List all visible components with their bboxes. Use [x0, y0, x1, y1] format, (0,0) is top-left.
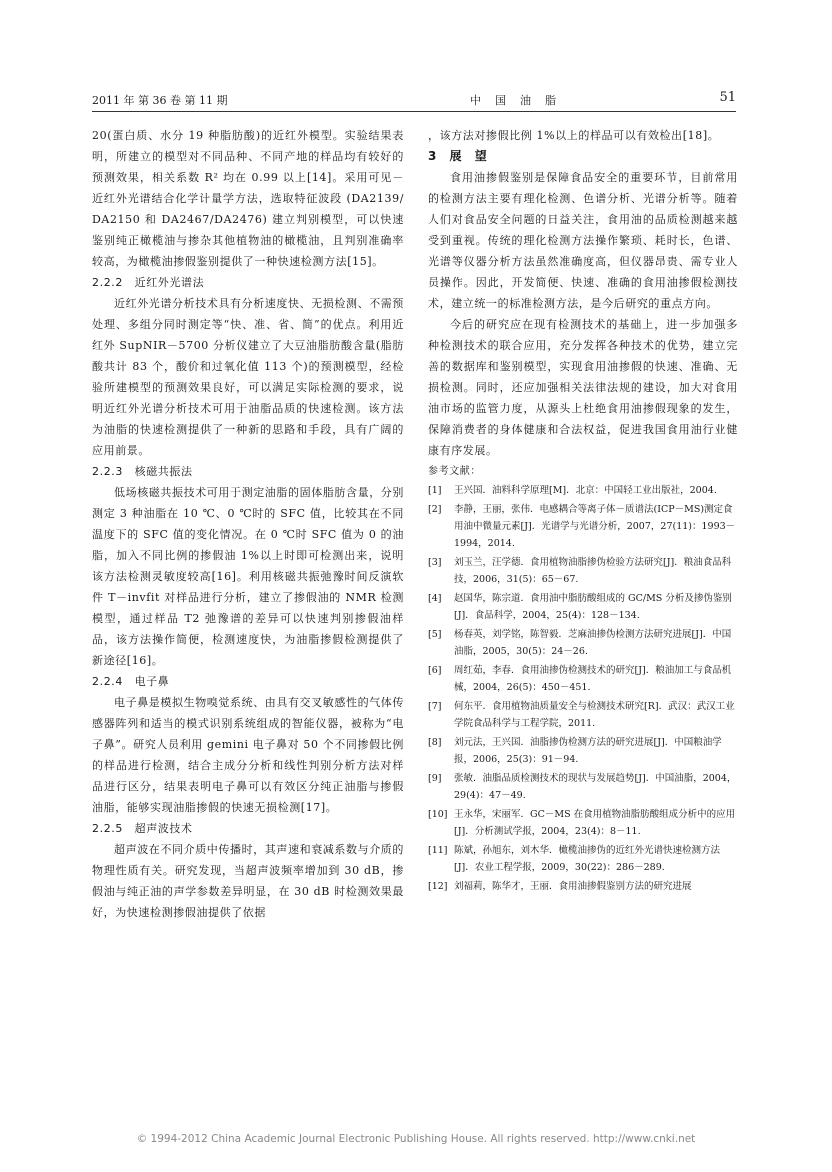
reference-item — [428, 501, 738, 552]
section-heading: 3 展 望 — [428, 149, 488, 163]
right-column-body — [428, 125, 738, 461]
reference-item — [428, 698, 738, 732]
reference-item — [428, 806, 738, 840]
paragraph: 低场核磁共振技术可用于测定油脂的固体脂肪含量，分别测定 3 种油脂在 10 ℃、0 ℃时的 SFC 值，比较其在不同温度下的 SFC 值的变化情况。在 0 ℃时 SFC 值为 0 的油脂，加入不同比例的掺假油 1%以上时即可检测出来，说明该方法检测灵敏度较高[16]。利用核磁共振弛豫时间反演软件 T－invfit 对样品进行分析，建立了掺假油的 NMR 检测模型，通过样品 T2 弛豫谱的差异可以快速判别掺假油样品，该方法操作简便，检测速度快，为油脂掺假检测提供了新途径[16]。 — [92, 486, 404, 667]
reference-item — [428, 626, 738, 660]
reference-number: [10] — [428, 809, 448, 820]
section-heading: 2.2.3 核磁共振法 — [92, 465, 193, 478]
header-rule — [92, 111, 736, 112]
reference-item — [428, 878, 738, 895]
reference-number: [5] — [428, 629, 442, 640]
reference-number: [3] — [428, 557, 442, 568]
references — [428, 461, 738, 895]
section-heading: 2.2.2 近红外光谱法 — [92, 276, 205, 289]
reference-item — [428, 590, 738, 624]
reference-number: [1] — [428, 485, 442, 496]
paragraph: 20(蛋白质、水分 19 种脂肪酸)的近红外模型。实验结果表明，所建立的模型对不同品种、不同产地的样品均有较好的预测效果，相关系数 R² 均在 0.99 以上[14]。采用可见－近红外光谱结合化学计量学方法，选取特征波段 (DA2139/DA2150 和 DA2467/DA2476) 建立判别模型，可以快速鉴别纯正橄榄油与掺杂其他植物油的橄榄油，且判别准确率较高，为橄榄油掺假鉴别提供了一种快速检测方法[15]。 — [92, 129, 404, 268]
reference-item — [428, 554, 738, 588]
reference-item — [428, 770, 738, 804]
reference-item — [428, 734, 738, 768]
paragraph: 超声波在不同介质中传播时，其声速和衰减系数与介质的物理性质有关。研究发现，当超声波频率增加到 30 dB，掺假油与纯正油的声学参数差异明显，在 30 dB 时检测效果最好，为快速检测掺假油提供了依据 — [92, 843, 404, 919]
reference-text: 刘福莉，陈华才，王丽．食用油掺假鉴别方法的研究进展 — [454, 881, 692, 892]
reference-text: 周红茹，李春．食用油掺伪检测技术的研究[J]．粮油加工与食品机械，2004，26(5)：450－451. — [454, 665, 732, 693]
section-heading: 2.2.4 电子鼻 — [92, 675, 170, 688]
reference-item — [428, 482, 738, 499]
reference-number: [2] — [428, 504, 442, 515]
reference-number: [8] — [428, 737, 442, 748]
reference-text: 陈斌，孙旭东，刘木华．橄榄油掺伪的近红外光谱快速检测方法[J]．农业工程学报，2009，30(22)：286－289. — [454, 845, 721, 873]
reference-number: [6] — [428, 665, 442, 676]
reference-text: 杨春英，刘学铭，陈智毅．芝麻油掺伪检测方法研究进展[J]．中国油脂，2005，30(5)：24－26. — [454, 629, 732, 657]
reference-item — [428, 842, 738, 876]
paragraph: 今后的研究应在现有检测技术的基础上，进一步加强多种检测技术的联合应用，充分发挥各种技术的优势，建立完善的数据库和鉴别模型，实现食用油掺假的快速、准确、无损检测。同时，还应加强相关法律法规的建设，加大对食用油市场的监管力度，从源头上杜绝食用油掺假现象的发生，保障消费者的身体健康和合法权益，促进我国食用油行业健康有序发展。 — [428, 318, 738, 457]
section-heading: 2.2.5 超声波技术 — [92, 822, 193, 835]
reference-number: [11] — [428, 845, 448, 856]
journal-name: 中国油脂 — [470, 94, 570, 107]
paragraph: 近红外光谱分析技术具有分析速度快、无损检测、不需预处理、多组分同时测定等“快、准、省、简”的优点。利用近红外 SupNIR－5700 分析仪建立了大豆油脂肪酸含量(脂肪酸共计 83 个，酸价和过氧化值 113 个)的预测模型，经检验所建模型的预测效果良好，可以满足实际检测的要求，说明近红外光谱分析技术可用于油脂品质的快速检测。该方法为油脂的快速检测提供了一种新的思路和手段，具有广阔的应用前景。 — [92, 297, 404, 457]
reference-number: [12] — [428, 881, 448, 892]
reference-text: 刘玉兰，汪学德．食用植物油脂掺伪检验方法研究[J]．粮油食品科技，2006，31(5)：65－67. — [454, 557, 732, 585]
reference-number: [7] — [428, 701, 442, 712]
copyright-footer: © 1994-2012 China Academic Journal Electronic Publishing House. All rights reserved. http://www.cnki.net — [136, 1133, 696, 1145]
paragraph: 电子鼻是模拟生物嗅觉系统、由具有交叉敏感性的气体传感器阵列和适当的模式识别系统组成的智能仪器，被称为“电子鼻”。研究人员利用 gemini 电子鼻对 50 个不同掺假比例的样品进行检测，结合主成分分析和线性判别分析方法对样品进行区分，结果表明电子鼻可以有效区分纯正油脂与掺假油脂，能够实现油脂掺假的快速无损检测[17]。 — [92, 696, 404, 814]
page-number: 51 — [719, 90, 736, 105]
reference-list — [428, 482, 738, 895]
paragraph: 食用油掺假鉴别是保障食品安全的重要环节，目前常用的检测方法主要有理化检测、色谱分析、光谱分析等。随着人们对食品安全问题的日益关注，食用油的品质检测越来越受到重视。传统的理化检测方法操作繁琐、耗时长，色谱、光谱等仪器分析方法虽然准确度高，但仪器昂贵、需专业人员操作。因此，开发简便、快速、准确的食用油掺假检测技术，建立统一的标准检测方法，是今后研究的重点方向。 — [428, 171, 738, 310]
reference-item — [428, 662, 738, 696]
journal-issue: 2011 年 第 36 卷 第 11 期 — [92, 94, 228, 107]
reference-text: 刘元法，王兴国．油脂掺伪检测方法的研究进展[J]．中国粮油学报，2006，25(3)：91－94. — [454, 737, 722, 765]
right-column — [428, 125, 738, 897]
reference-text: 王兴国．油料科学原理[M]．北京：中国轻工业出版社，2004. — [454, 485, 717, 496]
paragraph: ，该方法对掺假比例 1%以上的样品可以有效检出[18]。 — [428, 129, 720, 142]
left-column — [92, 125, 404, 923]
page-header — [92, 92, 736, 110]
reference-text: 张敏．油脂品质检测技术的现状与发展趋势[J]．中国油脂，2004，29(4)：47－49. — [454, 773, 737, 801]
reference-number: [4] — [428, 593, 442, 604]
reference-text: 王永华，宋丽军．GC－MS 在食用植物油脂肪酸组成分析中的应用[J]．分析测试学报，2004，23(4)：8－11. — [454, 809, 736, 837]
reference-text: 赵国华，陈宗道．食用油中脂肪酸组成的 GC/MS 分析及掺伪鉴别[J]．食品科学，2004，25(4)：128－134. — [454, 593, 732, 621]
references-title: 参考文献： — [428, 466, 481, 477]
reference-text: 何东平．食用植物油质量安全与检测技术研究[R]．武汉：武汉工业学院食品科学与工程学院，2011. — [454, 701, 735, 729]
reference-number: [9] — [428, 773, 442, 784]
reference-text: 李静，王丽，张伟．电感耦合等离子体－质谱法(ICP－MS)测定食用油中微量元素[J]．光谱学与光谱分析，2007，27(11)：1993－1994，2014. — [454, 504, 736, 549]
